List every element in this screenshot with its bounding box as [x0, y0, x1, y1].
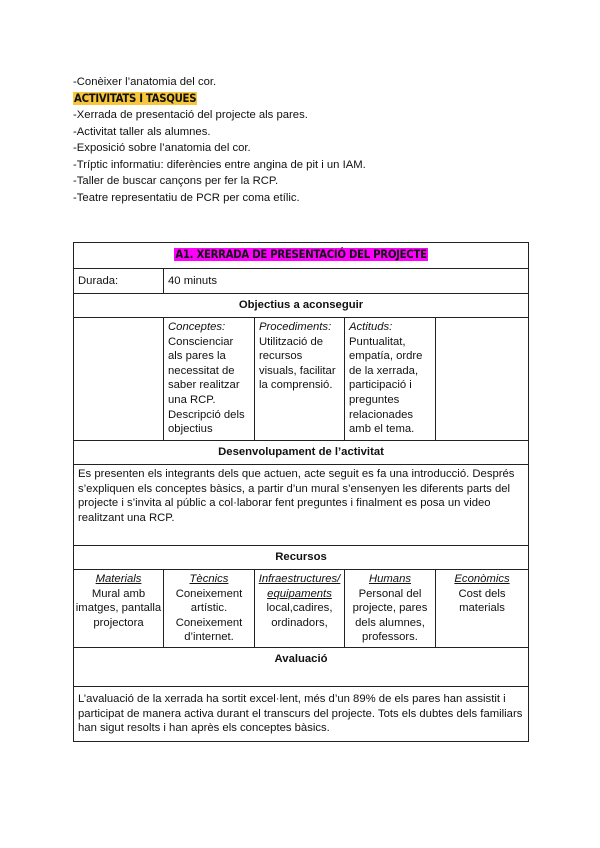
resource-technical-label: Tècnics: [189, 573, 229, 585]
intro-section: [73, 74, 533, 206]
resource-human-label: Humans: [368, 573, 412, 585]
development-header: Desenvolupament de l’activitat: [74, 441, 529, 465]
evaluation-header-row: [74, 647, 529, 686]
resource-materials-text: Mural amb imatges, pantalla projectora: [75, 587, 162, 629]
activity-title: A1. XERRADA DE PRESENTACIÓ DEL PROJECTE: [175, 248, 427, 262]
resource-economic-label: Econòmics: [454, 573, 510, 585]
activity-list-item: -Taller de buscar cançons per fer la RCP.: [73, 175, 279, 187]
activities-heading-line: [73, 91, 533, 108]
resource-infrastructure-text: local,cadires, ordinadors,: [266, 602, 333, 629]
concepts-cell: [164, 318, 255, 441]
evaluation-row: [74, 686, 529, 741]
objectives-header-row: [74, 294, 529, 318]
development-row: [74, 465, 529, 546]
activity-list-item: -Activitat taller als alumnes.: [73, 125, 211, 138]
activity-list-item: -Xerrada de presentació del projecte als pares.: [73, 109, 308, 121]
activity-title-row: [74, 243, 529, 269]
development-header-row: [74, 441, 529, 465]
activity-title-cell: [74, 243, 529, 269]
concepts-text: Conscienciar als pares la necessitat de saber realitzar una RCP. Descripció dels objectius: [168, 335, 245, 436]
activity-list-item: -Teatre representatiu de PCR per coma etílic.: [73, 191, 300, 204]
objectives-row: [74, 318, 529, 441]
resource-materials: [74, 570, 164, 648]
procedures-label: Procediments:: [259, 321, 332, 333]
concepts-label: Conceptes:: [168, 321, 226, 333]
resources-header: Recursos: [74, 546, 529, 570]
evaluation-header: Avaluació: [74, 647, 529, 686]
activities-heading: ACTIVITATS I TASQUES: [74, 91, 197, 105]
resource-infrastructure: [255, 570, 345, 648]
resource-human: [345, 570, 436, 648]
development-text: Es presenten els integrants dels que actuen, acte seguit es fa una introducció. Després s’expliquen els conceptes bàsics, a partir d’un mural s’ensenyen les diferents parts del projecte i s’invita al públic a col·laborar fent preguntes i finalment es posa un video realitzant una RCP.: [74, 465, 529, 546]
activity-list-item: -Tríptic informatiu: diferències entre angina de pit i un IAM.: [73, 158, 366, 171]
resources-row: [74, 570, 529, 648]
activity-list-item: -Exposició sobre l’anatomia del cor.: [73, 142, 251, 154]
resource-infrastructure-label: Infraestructures/equipaments: [258, 573, 341, 600]
attitudes-label: Actituds:: [349, 321, 393, 333]
objectives-empty-cell: [74, 318, 164, 441]
resource-economic: [436, 570, 529, 648]
resource-materials-label: Materials: [95, 573, 142, 585]
objectives-empty-cell-right: [436, 318, 529, 441]
duration-value: 40 minuts: [164, 269, 529, 294]
activity-plan-table: [73, 242, 529, 742]
duration-row: [74, 269, 529, 294]
objectives-header: Objectius a aconseguir: [74, 294, 529, 318]
resource-technical: [164, 570, 255, 648]
objective-line: -Conèixer l’anatomia del cor.: [73, 76, 217, 88]
resource-technical-text: Coneixement artístic. Coneixement d’internet.: [175, 587, 243, 644]
resource-economic-text: Cost dels materials: [458, 587, 506, 615]
attitudes-cell: [345, 318, 436, 441]
resource-human-text: Personal del projecte, pares dels alumnes, professors.: [352, 587, 428, 644]
attitudes-text: Puntualitat, empatía, ordre de la xerrada, participació i preguntes relacionades amb el tema.: [349, 335, 423, 436]
procedures-cell: [255, 318, 345, 441]
duration-label: Durada:: [74, 269, 164, 294]
resources-header-row: [74, 546, 529, 570]
evaluation-text: L’avaluació de la xerrada ha sortit excel·lent, més d’un 89% de els pares han assistit i participat de manera activa durant el transcurs del projecte. Tots els dubtes dels familiars han sigut resolts i han après els conceptes bàsics.: [74, 686, 529, 741]
procedures-text: Utilització de recursos visuals, facilitar la comprensió.: [259, 335, 336, 392]
